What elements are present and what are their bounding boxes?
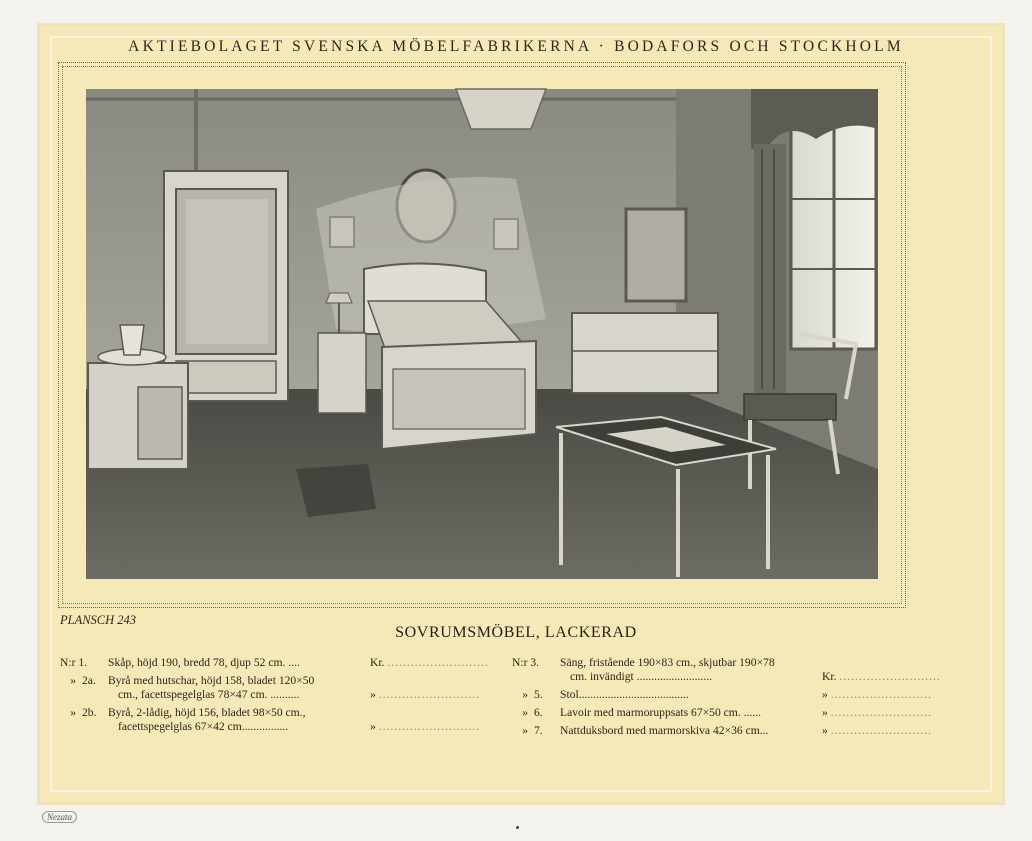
item-description: Nattduksbord med marmorskiva 42×36 cm... bbox=[560, 724, 769, 737]
list-item bbox=[60, 656, 489, 670]
item-description: Byrå med hutschar, höjd 158, bladet 120×50 cm., facettspegelglas 78×47 cm. .......... bbox=[108, 674, 315, 701]
item-price: » .......................... bbox=[370, 688, 481, 701]
item-number: » 7. bbox=[522, 724, 543, 737]
list-item bbox=[60, 706, 481, 734]
item-price: Kr. .......................... bbox=[822, 670, 941, 683]
item-number: » 6. bbox=[522, 706, 543, 719]
item-number: N:r 3. bbox=[512, 656, 540, 669]
list-item bbox=[60, 674, 481, 702]
bedroom-furniture-drawing bbox=[86, 89, 878, 579]
item-description: Lavoir med marmoruppsats 67×50 cm. ...... bbox=[560, 706, 762, 719]
company-header: AKTIEBOLAGET SVENSKA MÖBELFABRIKERNA · BODAFORS OCH STOCKHOLM bbox=[128, 38, 904, 55]
item-list-left bbox=[60, 656, 489, 738]
item-description: Skåp, höjd 190, bredd 78, djup 52 cm. .... bbox=[108, 656, 300, 669]
item-price: » .......................... bbox=[822, 706, 933, 719]
list-item bbox=[512, 656, 941, 684]
item-number: » 5. bbox=[522, 688, 543, 701]
plate-title: SOVRUMSMÖBEL, LACKERAD bbox=[395, 624, 637, 641]
item-list-right bbox=[512, 656, 941, 742]
item-number: N:r 1. bbox=[60, 656, 88, 669]
item-number: » 2a. bbox=[70, 674, 96, 687]
page-dot bbox=[516, 826, 519, 829]
item-description: Byrå, 2-lådig, höjd 156, bladet 98×50 cm., facettspegelglas 67×42 cm................ bbox=[108, 706, 306, 733]
plate-number: PLANSCH 243 bbox=[60, 613, 137, 627]
list-item bbox=[512, 706, 933, 720]
item-number: » 2b. bbox=[70, 706, 97, 719]
list-item bbox=[512, 688, 933, 702]
item-price: » .......................... bbox=[370, 720, 481, 733]
item-description: Stol...................................... bbox=[560, 688, 689, 701]
bedroom-illustration bbox=[86, 89, 878, 579]
item-price: » .......................... bbox=[822, 724, 933, 737]
item-price: » .......................... bbox=[822, 688, 933, 701]
item-price: Kr. .......................... bbox=[370, 656, 489, 669]
list-item bbox=[512, 724, 933, 738]
item-description: Säng, fristående 190×83 cm., skjutbar 190×78 cm. invändigt .......................... bbox=[560, 656, 775, 683]
printer-logo: Nezata bbox=[42, 811, 77, 823]
